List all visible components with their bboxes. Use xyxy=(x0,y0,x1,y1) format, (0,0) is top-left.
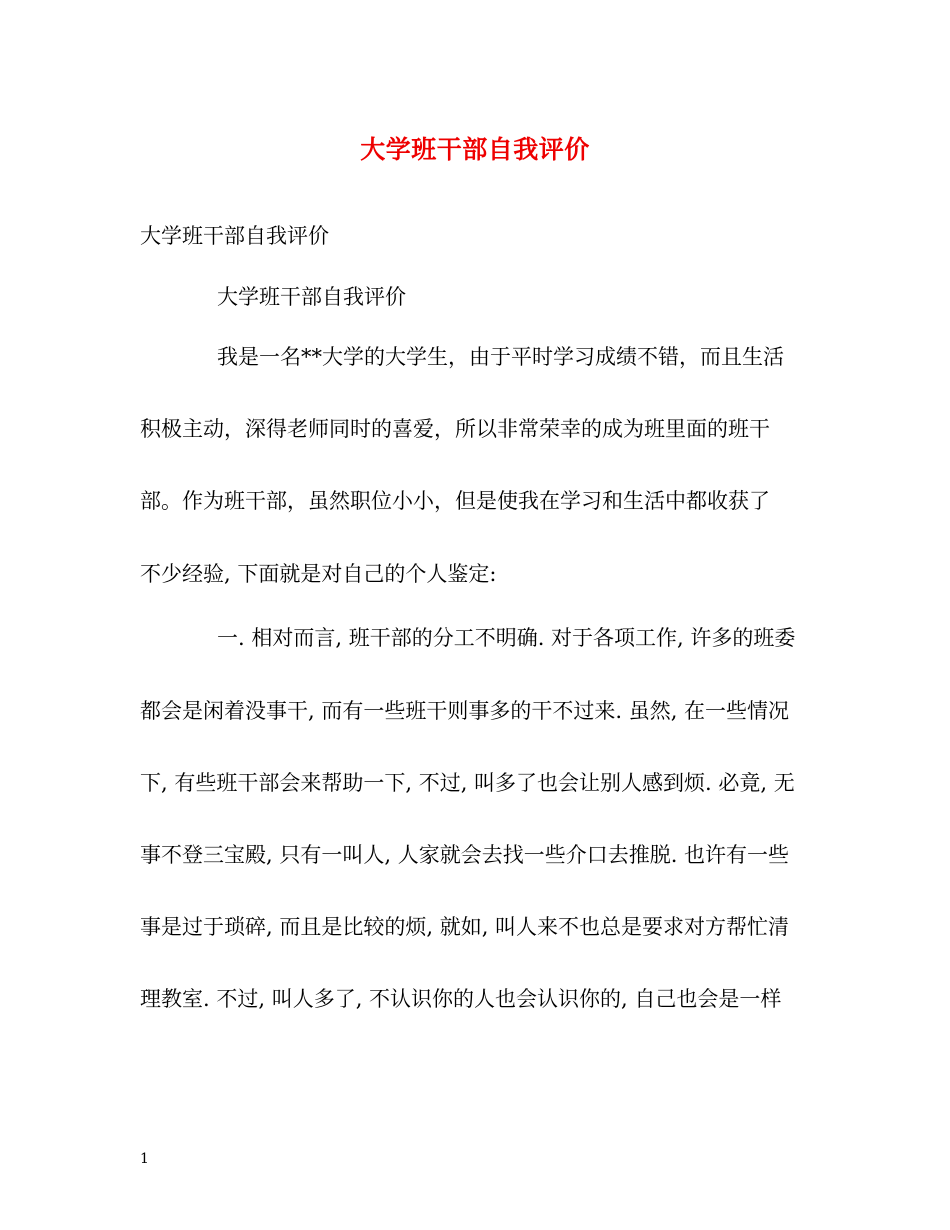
body-line-subheading: 大学班干部自我评价 xyxy=(217,285,406,309)
body-line: 不少经验, 下面就是对自己的个人鉴定: xyxy=(140,562,497,586)
body-line-heading: 大学班干部自我评价 xyxy=(140,224,329,248)
body-line: 我是一名**大学的大学生，由于平时学习成绩不错，而且生活 xyxy=(217,345,784,369)
body-line: 下, 有些班干部会来帮助一下, 不过, 叫多了也会让别人感到烦. 必竟, 无 xyxy=(140,771,795,795)
body-line: 一. 相对而言, 班干部的分工不明确. 对于各项工作, 许多的班委 xyxy=(217,626,796,650)
page-number: 1 xyxy=(140,1151,149,1167)
body-line: 积极主动，深得老师同时的喜爱，所以非常荣幸的成为班里面的班干 xyxy=(140,417,770,441)
body-line: 都会是闲着没事干, 而有一些班干则事多的干不过来. 虽然, 在一些情况 xyxy=(140,699,790,723)
body-line: 事不登三宝殿, 只有一叫人, 人家就会去找一些介口去推脱. 也许有一些 xyxy=(140,843,790,867)
body-line: 部。作为班干部，虽然职位小小，但是使我在学习和生活中都收获了 xyxy=(140,489,770,513)
body-line: 事是过于琐碎, 而且是比较的烦, 就如, 叫人来不也总是要求对方帮忙清 xyxy=(140,915,790,939)
body-line: 理教室. 不过, 叫人多了, 不认识你的人也会认识你的, 自己也会是一样 xyxy=(140,987,782,1011)
document-title: 大学班干部自我评价 xyxy=(360,135,590,164)
